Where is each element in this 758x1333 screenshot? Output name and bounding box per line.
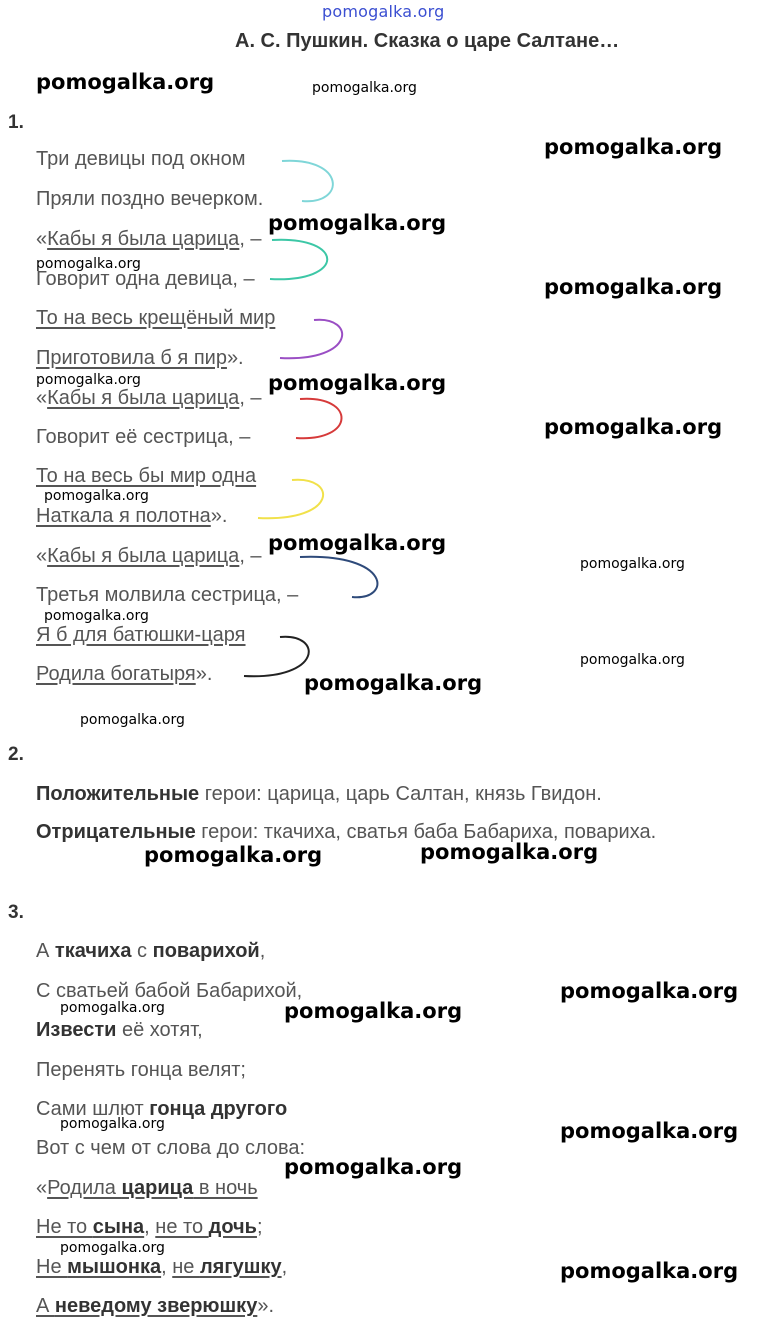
poem1-line: «Кабы я была царица, –	[36, 228, 262, 250]
rhyme-arc	[244, 637, 309, 676]
watermark: pomogalka.org	[44, 488, 149, 504]
poem1-line: «Кабы я была царица, –	[36, 545, 262, 567]
rhyme-arc	[296, 399, 342, 438]
poem3-line-7: «Родила царица в ночь	[36, 1177, 258, 1199]
watermark: pomogalka.org	[544, 415, 723, 439]
poem1-line: Я б для батюшки-царя	[36, 624, 246, 646]
watermark: pomogalka.org	[544, 275, 723, 299]
watermark: pomogalka.org	[268, 531, 447, 555]
poem1-line: «Кабы я была царица, –	[36, 387, 262, 409]
watermark: pomogalka.org	[144, 843, 323, 867]
poem3-line-5: Сами шлют гонца другого	[36, 1098, 288, 1120]
rhyme-arc	[300, 557, 377, 597]
watermark: pomogalka.org	[36, 256, 141, 272]
section-1-number: 1.	[8, 112, 24, 133]
positive-heroes	[36, 783, 602, 806]
watermark: pomogalka.org	[60, 1240, 165, 1256]
watermark: pomogalka.org	[544, 135, 723, 159]
poem3-line-1: А ткачиха с поварихой,	[36, 940, 266, 962]
poem3-line-4: Перенять гонца велят;	[36, 1059, 246, 1081]
poem3-line-9: Не мышонка, не лягушку,	[36, 1256, 288, 1278]
poem1-line: Пряли поздно вечерком.	[36, 188, 264, 210]
poem3-line-8: Не то сына, не то дочь;	[36, 1216, 263, 1238]
poem1-line: Приготовила б я пир».	[36, 347, 244, 369]
poem1-line: Три девицы под окном	[36, 148, 246, 170]
negative-label: Отрицательные	[36, 821, 196, 843]
top-watermark: pomogalka.org	[322, 2, 445, 21]
watermark: pomogalka.org	[560, 1119, 739, 1143]
poem3-line-3: Извести её хотят,	[36, 1019, 203, 1041]
watermark: pomogalka.org	[580, 652, 685, 668]
rhyme-arc	[258, 480, 323, 518]
watermark: pomogalka.org	[60, 1116, 165, 1132]
rhyme-arc	[280, 320, 342, 358]
watermark: pomogalka.org	[420, 840, 599, 864]
page-title: А. С. Пушкин. Сказка о царе Салтане…	[235, 30, 620, 52]
rhyme-arc	[282, 161, 333, 201]
poem1-line: То на весь бы мир одна	[36, 465, 257, 487]
poem3-line-6: Вот с чем от слова до слова:	[36, 1137, 306, 1159]
rhyme-arc	[270, 240, 327, 279]
watermark: pomogalka.org	[268, 211, 447, 235]
watermark: pomogalka.org	[560, 1259, 739, 1283]
positive-list: герои: царица, царь Салтан, князь Гвидон.	[199, 783, 602, 805]
poem1-line: То на весь крещёный мир	[36, 307, 276, 329]
watermark: pomogalka.org	[580, 556, 685, 572]
section-2-number: 2.	[8, 744, 24, 765]
watermark: pomogalka.org	[44, 608, 149, 624]
poem1-line: Говорит её сестрица, –	[36, 426, 251, 448]
watermark: pomogalka.org	[36, 372, 141, 388]
section-3-number: 3.	[8, 902, 24, 923]
watermark: pomogalka.org	[80, 712, 185, 728]
watermark: pomogalka.org	[60, 1000, 165, 1016]
watermark: pomogalka.org	[560, 979, 739, 1003]
poem3-line-10: А неведому зверюшку».	[36, 1295, 275, 1317]
poem3-line-2: С сватьей бабой Бабарихой,	[36, 980, 303, 1002]
watermark: pomogalka.org	[284, 999, 463, 1023]
negative-list: герои: ткачиха, сватья баба Бабариха, повариха.	[195, 821, 657, 843]
poem1-line: Говорит одна девица, –	[36, 268, 255, 290]
watermark: pomogalka.org	[36, 70, 215, 94]
poem1-line: Родила богатыря».	[36, 663, 213, 685]
watermark: pomogalka.org	[268, 371, 447, 395]
poem1-line: Третья молвила сестрица, –	[36, 584, 299, 606]
watermark: pomogalka.org	[284, 1155, 463, 1179]
watermark: pomogalka.org	[304, 671, 483, 695]
positive-label: Положительные	[36, 783, 200, 805]
poem1-line: Наткала я полотна».	[36, 505, 228, 527]
watermark: pomogalka.org	[312, 80, 417, 96]
